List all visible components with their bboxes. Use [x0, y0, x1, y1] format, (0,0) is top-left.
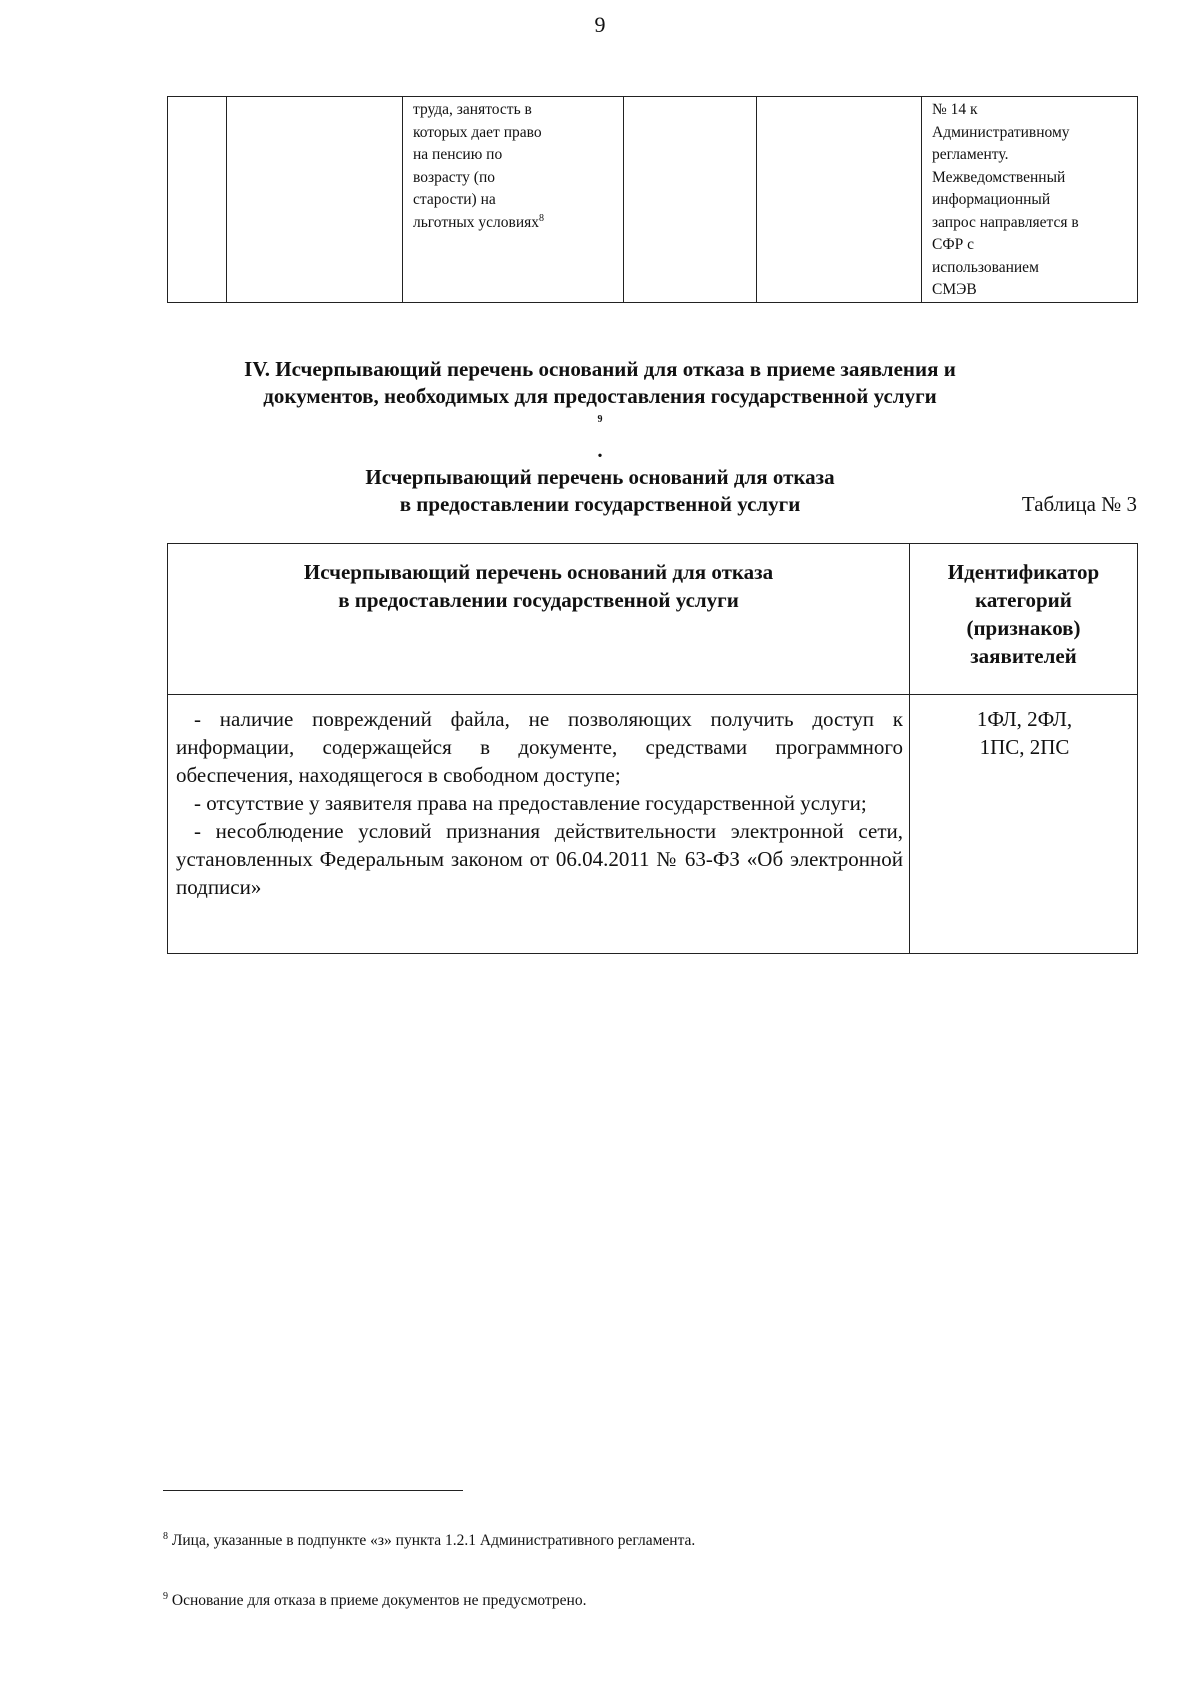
cell-line: регламенту.: [932, 146, 1009, 163]
table-cell-grounds: [403, 97, 624, 303]
table-cell: [757, 97, 922, 303]
header-line: Исчерпывающий перечень оснований для отказа: [303, 560, 774, 584]
page-number: 9: [594, 12, 606, 37]
cell-line: старости) на: [413, 191, 496, 208]
footnote-ref[interactable]: 8: [539, 212, 545, 224]
footnote-number: 8: [163, 1530, 168, 1542]
section-heading: [150, 356, 1050, 518]
heading-line: документов, необходимых для предоставления государственной услуги: [263, 384, 937, 408]
table-cell: [227, 97, 403, 303]
cell-line: Межведомственный: [932, 168, 1066, 186]
header-line: категорий: [975, 588, 1072, 612]
cell-line: запрос направляется в: [932, 213, 1079, 231]
cell-line: № 14 к: [932, 101, 978, 118]
heading-line: Исчерпывающий перечень оснований для отказа: [365, 465, 835, 489]
table-row: [168, 97, 1138, 303]
table-row: [168, 695, 1138, 954]
cell-line: использованием: [932, 258, 1039, 276]
cell-line: льготных условиях: [413, 213, 540, 231]
reason-item: - отсутствие у заявителя права на предоставление государственной услуги;: [194, 791, 867, 815]
header-identifier: [910, 544, 1138, 695]
identifier-line: 1ПС, 2ПС: [979, 735, 1070, 759]
continuation-table: [167, 96, 1138, 303]
footnote-separator: [163, 1490, 463, 1491]
cell-line: СМЭВ: [932, 281, 977, 298]
cell-line: труда, занятость в: [413, 101, 532, 118]
table-header-row: [168, 544, 1138, 695]
cell-line: Административному: [932, 123, 1070, 141]
heading-line: IV. Исчерпывающий перечень оснований для отказа в приеме заявления и: [244, 357, 956, 381]
footnote-ref[interactable]: 9: [597, 414, 603, 425]
table-cell: [168, 97, 227, 303]
reasons-cell: [168, 695, 910, 954]
footnote-text: Лица, указанные в подпункте «з» пункта 1.2.1 Административного регламента.: [171, 1532, 696, 1549]
header-line: Идентификатор: [947, 560, 1100, 584]
cell-line: на пенсию по: [413, 146, 503, 163]
table-cell-method: [922, 97, 1138, 303]
header-line: (признаков): [966, 616, 1081, 640]
heading-line-end: .: [597, 438, 603, 462]
header-grounds: [168, 544, 910, 695]
header-line: заявителей: [970, 644, 1077, 668]
identifier-line: 1ФЛ, 2ФЛ,: [976, 707, 1073, 731]
footnote-number: 9: [163, 1590, 168, 1602]
refusal-grounds-table: [167, 543, 1138, 954]
header-line: в предоставлении государственной услуги: [338, 588, 739, 612]
identifiers-cell: [910, 695, 1138, 954]
cell-line: информационный: [932, 191, 1051, 208]
reason-item: - несоблюдение условий признания действительности электронной сети, установленных Федеральным законом от 06.04.2011 № 63-ФЗ «Об электронной подписи»: [176, 819, 903, 899]
cell-line: возрасту (по: [413, 168, 495, 186]
heading-line: в предоставлении государственной услуги: [399, 492, 801, 516]
footnote-8: [163, 1532, 695, 1550]
footnote-9: [163, 1592, 586, 1610]
reason-item: - наличие повреждений файла, не позволяющих получить доступ к информации, содержащейся в документе, средствами программного обеспечения, находящегося в свободном доступе;: [176, 707, 903, 787]
footnote-text: Основание для отказа в приеме документов не предусмотрено.: [171, 1592, 587, 1609]
table-cell: [624, 97, 757, 303]
cell-line: СФР с: [932, 236, 974, 253]
cell-line: которых дает право: [413, 123, 542, 141]
table-caption: Таблица № 3: [1021, 492, 1137, 516]
